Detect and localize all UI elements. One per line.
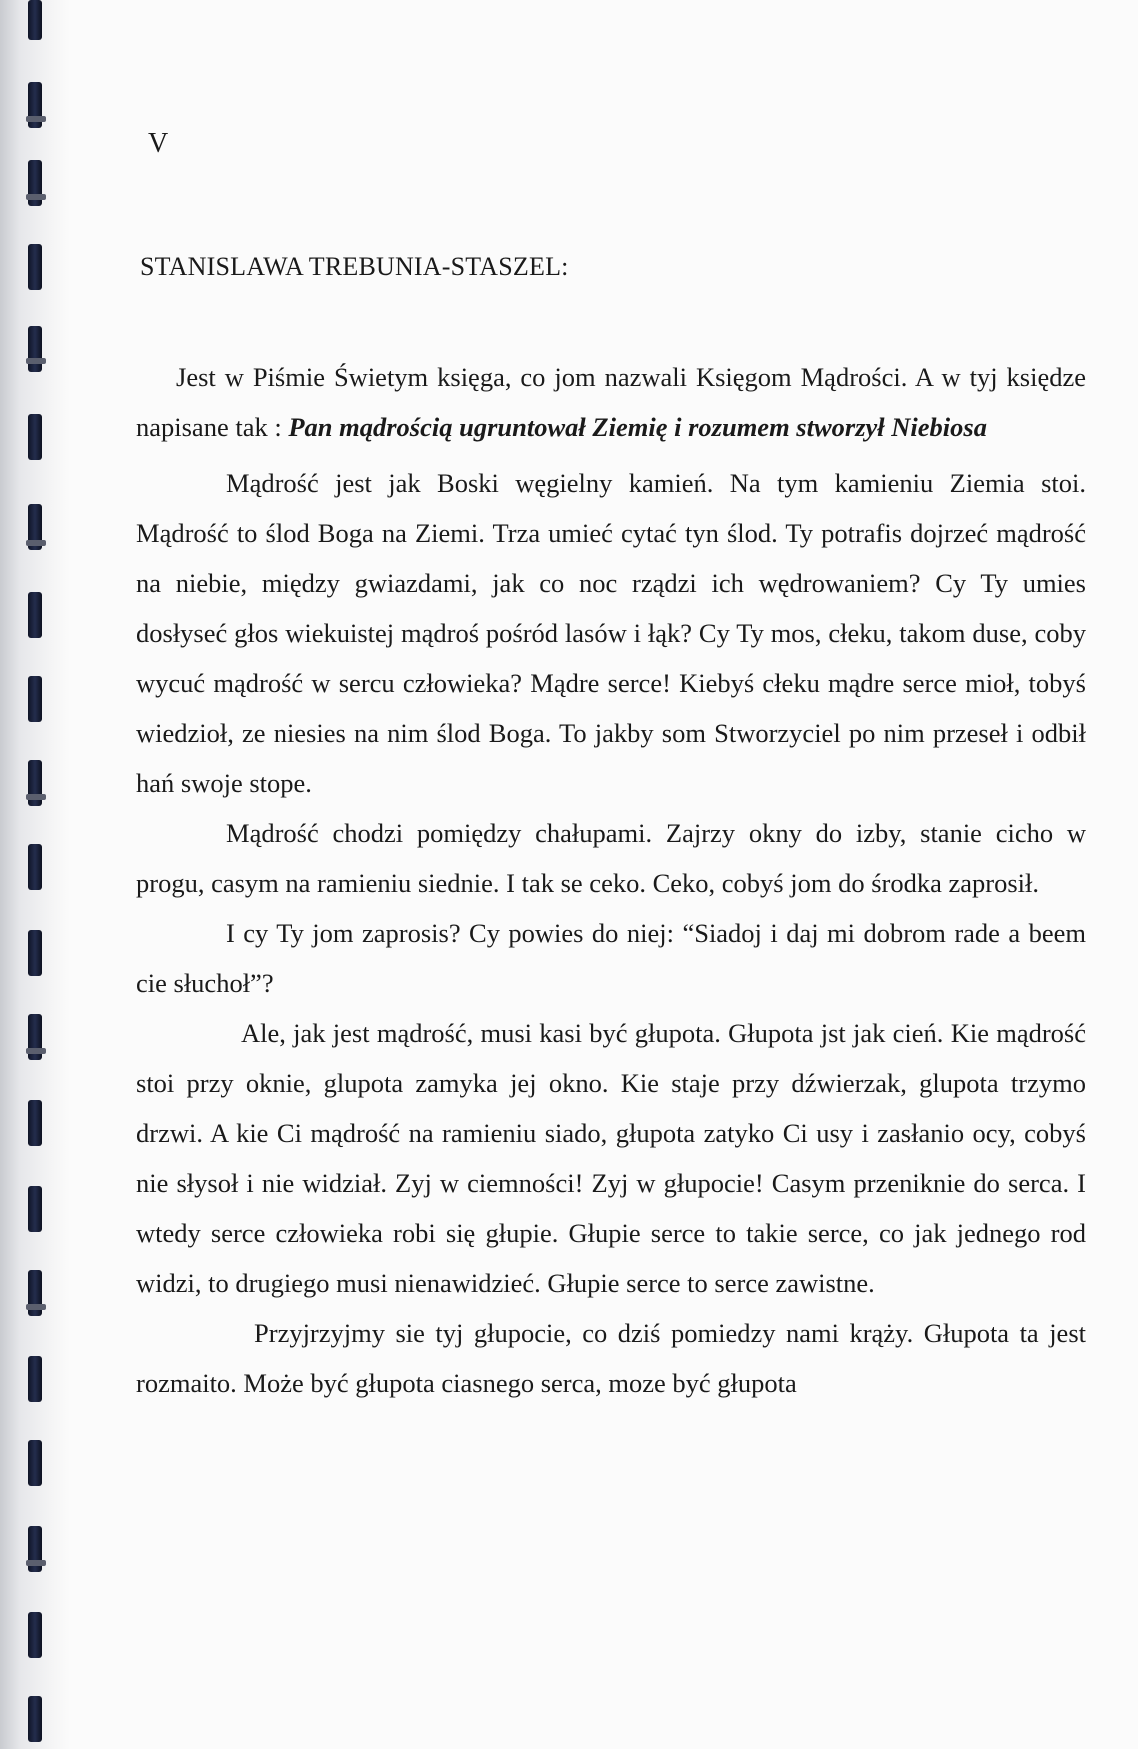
binding-ring bbox=[28, 592, 42, 638]
binding-ring-stub bbox=[26, 358, 46, 364]
paragraph-3: Mądrość chodzi pomiędzy chałupami. Zajrzy okny do izby, stanie cicho w progu, casym na ramieniu siednie. I tak se ceko. Ceko, cobyś jom do środka zaprosił. bbox=[136, 818, 1086, 898]
paragraph-4: I cy Ty jom zaprosis? Cy powies do niej: “Siadoj i daj mi dobrom rade a beem cie słuchoł”? bbox=[136, 918, 1086, 998]
binding-ring bbox=[28, 844, 42, 890]
binding-ring bbox=[28, 326, 42, 372]
speaker-heading: STANISLAWA TREBUNIA-STASZEL: bbox=[140, 252, 569, 281]
binding-ring bbox=[28, 1100, 42, 1146]
body-text bbox=[136, 352, 1086, 1408]
paragraph-6: Przyjrzyjmy sie tyj głupocie, co dziś pomiedzy nami krąży. Głupota ta jest rozmaito. Może być głupota ciasnego serca, moze być głupota bbox=[136, 1318, 1086, 1398]
binding-ring-stub bbox=[26, 794, 46, 800]
binding-ring bbox=[28, 1186, 42, 1232]
binding-ring-stub bbox=[26, 194, 46, 200]
binding-ring bbox=[28, 676, 42, 722]
binding-ring-stub bbox=[26, 1048, 46, 1054]
binding-ring-stub bbox=[26, 1304, 46, 1310]
chapter-number: V bbox=[148, 128, 169, 159]
binding-ring-stub bbox=[26, 540, 46, 546]
binding-ring bbox=[28, 930, 42, 976]
paragraph-1 bbox=[136, 352, 1086, 452]
spiral-binding bbox=[0, 0, 70, 1749]
binding-ring bbox=[28, 0, 42, 40]
scripture-quote: Pan mądrością ugruntował Ziemię i rozumem stworzył Niebiosa bbox=[288, 412, 987, 442]
binding-ring bbox=[28, 1440, 42, 1486]
paragraph-1-text: Jest w Piśmie Świetym księga, co jom nazwali Księgom Mądrości. A w tyj księdze napisane tak : bbox=[136, 362, 1086, 442]
binding-ring bbox=[28, 1612, 42, 1658]
binding-ring bbox=[28, 414, 42, 460]
paragraph-5: Ale, jak jest mądrość, musi kasi być głupota. Głupota jst jak cień. Kie mądrość stoi przy oknie, glupota zamyka jej okno. Kie staje przy dźwierzak, glupota trzymo drzwi. A kie Ci mądrość na ramieniu siado, głupota zatyko Ci usy i zasłanio ocy, cobyś nie słysoł i nie widział. Zyj w ciemności! Zyj w głupocie! Casym przeniknie do serca. I wtedy serce człowieka robi się głupie. Głupie serce to takie serce, co jak jednego rod widzi, to drugiego musi nienawidzieć. Głupie serce to serce zawistne. bbox=[136, 1018, 1086, 1298]
paragraph-2: Mądrość jest jak Boski węgielny kamień. Na tym kamieniu Ziemia stoi. Mądrość to ślod Boga na Ziemi. Trza umieć cytać tyn ślod. Ty potrafis dojrzeć mądrość na niebie, między gwiazdami, jak co noc rządzi ich wędrowaniem? Cy Ty umies dosłyseć głos wiekuistej mądroś pośród lasów i łąk? Cy Ty mos, cłeku, takom duse, coby wycuć mądrość w sercu człowieka? Mądre serce! Kiebyś cłeku mądre serce mioł, tobyś wiedzioł, ze niesies na nim ślod Boga. To jakby som Stworzyciel po nim przeseł i odbił hań swoje stope. bbox=[136, 468, 1086, 798]
binding-ring bbox=[28, 1696, 42, 1742]
binding-ring-stub bbox=[26, 116, 46, 122]
binding-ring-stub bbox=[26, 1560, 46, 1566]
binding-ring bbox=[28, 1356, 42, 1402]
binding-ring bbox=[28, 244, 42, 290]
